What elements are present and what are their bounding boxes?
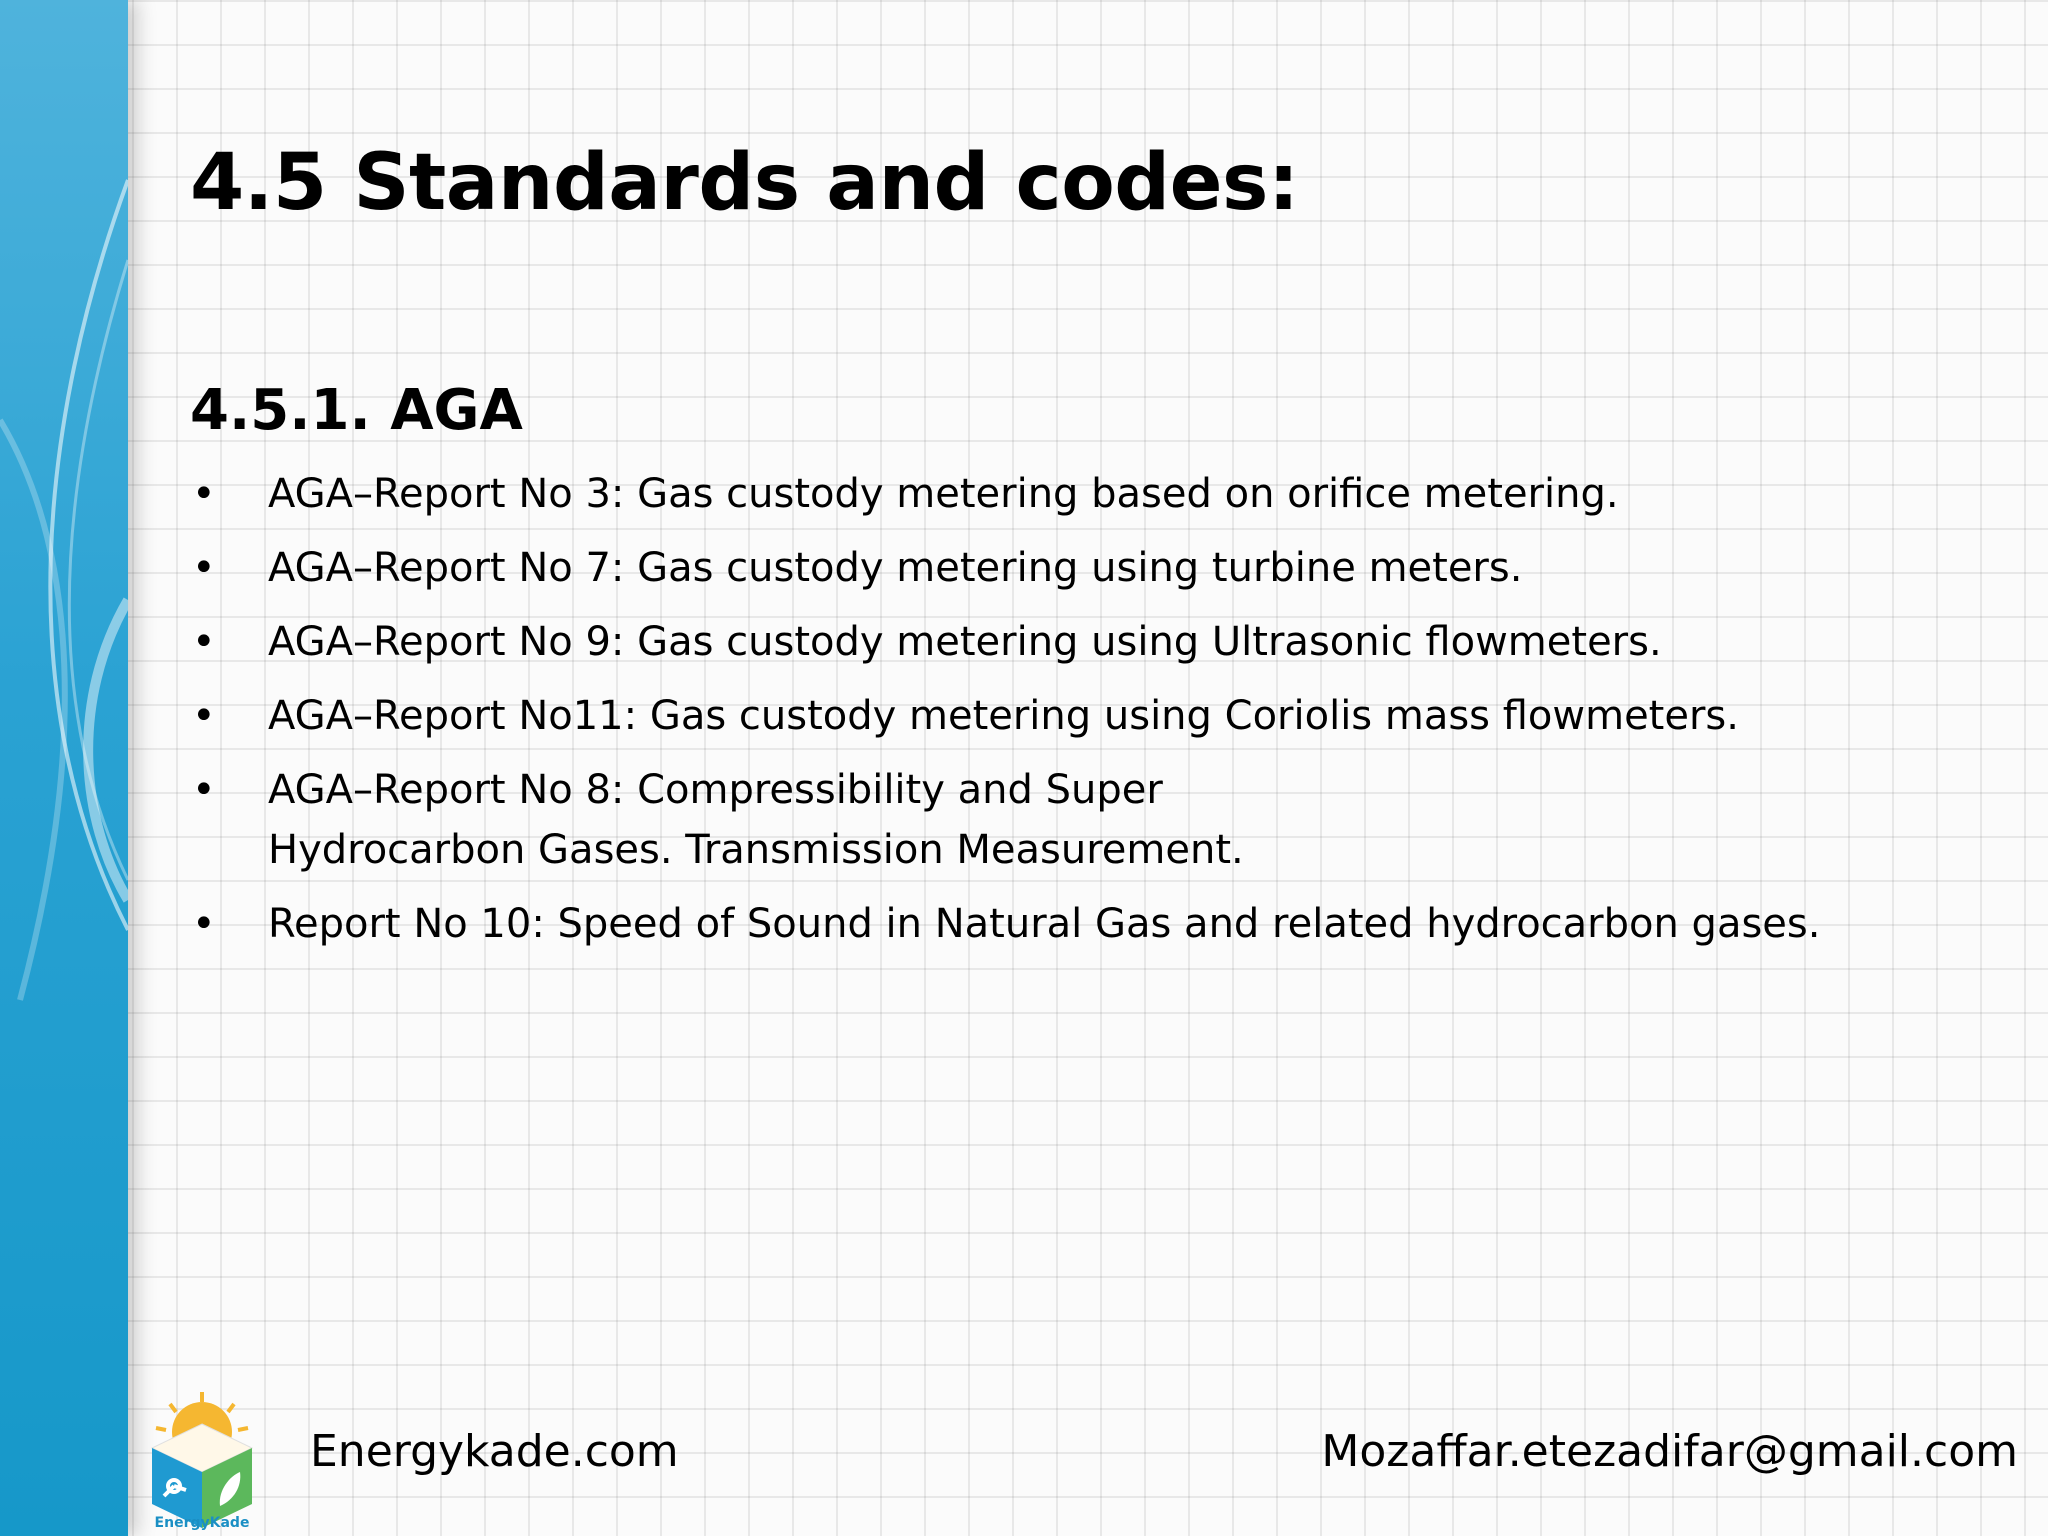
- bullet-list: [190, 464, 2020, 968]
- bullet-icon: •: [192, 767, 216, 813]
- list-item-text: AGA–Report No11: Gas custody metering using Coriolis mass flowmeters.: [268, 693, 1739, 739]
- list-item: [190, 612, 2020, 672]
- bullet-icon: •: [192, 471, 216, 517]
- footer-email: Mozaffar.etezadifar@gmail.com: [1321, 1426, 2018, 1477]
- bullet-icon: •: [192, 693, 216, 739]
- bullet-icon: •: [192, 545, 216, 591]
- footer-website: Energykade.com: [310, 1426, 679, 1477]
- list-item: [190, 464, 2020, 524]
- list-item-text-continuation: Hydrocarbon Gases. Transmission Measurement.: [268, 827, 1244, 873]
- list-item-text: AGA–Report No 8: Compressibility and Super: [268, 767, 1163, 813]
- list-item: [190, 538, 2020, 598]
- list-item-text: AGA–Report No 9: Gas custody metering using Ultrasonic flowmeters.: [268, 619, 1662, 665]
- swoosh-decoration-icon: [0, 0, 128, 1536]
- section-heading: 4.5.1. AGA: [190, 378, 523, 443]
- list-item: [190, 894, 2020, 954]
- list-item-text: AGA–Report No 3: Gas custody metering based on orifice metering.: [268, 471, 1619, 517]
- bullet-icon: •: [192, 619, 216, 665]
- logo-wordmark: EnergyKade: [154, 1515, 250, 1531]
- slide-title: 4.5 Standards and codes:: [190, 138, 1299, 228]
- list-item: [190, 686, 2020, 746]
- list-item: [190, 760, 2020, 880]
- list-item-text: Report No 10: Speed of Sound in Natural Gas and related hydrocarbon gases.: [268, 901, 1821, 947]
- left-decorative-band: [0, 0, 128, 1536]
- list-item-text: AGA–Report No 7: Gas custody metering using turbine meters.: [268, 545, 1523, 591]
- bullet-icon: •: [192, 901, 216, 947]
